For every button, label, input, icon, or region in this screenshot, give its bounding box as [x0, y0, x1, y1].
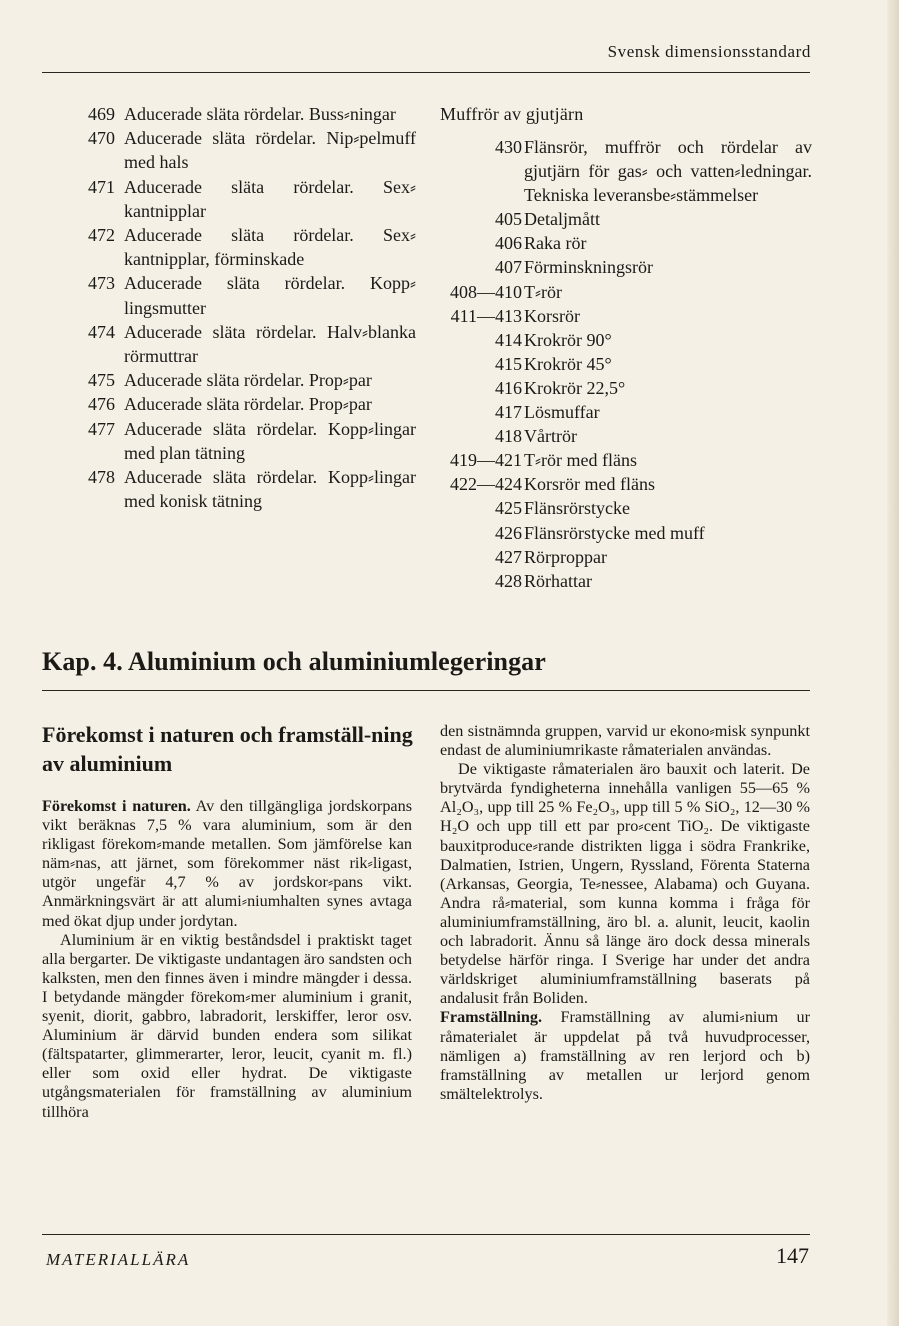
- item-number: 406: [495, 233, 522, 254]
- item-number: 472: [88, 225, 115, 246]
- item-number: 471: [88, 176, 115, 197]
- header-rule: [42, 72, 810, 73]
- item-text: Aducerade släta rördelar. Nip⸗pelmuff med hals: [124, 128, 416, 173]
- item-text: Aducerade släta rördelar. Prop⸗par: [124, 370, 372, 391]
- item-text: Aducerade släta rördelar. Kopp⸗lingar med konisk tätning: [124, 467, 416, 512]
- chapter-rule: [42, 690, 810, 691]
- item-number: 405: [495, 209, 522, 230]
- item-number: 419—421: [450, 450, 522, 471]
- standards-list-left: [88, 102, 416, 513]
- list-item: [88, 368, 416, 392]
- item-number: 418: [495, 426, 522, 447]
- item-text: Krokrör 22,5°: [524, 377, 626, 398]
- item-number: 417: [495, 402, 522, 423]
- list-item: [440, 545, 812, 569]
- chapter-title: Kap. 4. Aluminium och aluminiumlegeringar: [42, 647, 546, 676]
- page-edge: [887, 0, 899, 1326]
- section-title: Förekomst i naturen och framställ-ning av aluminium: [42, 722, 413, 776]
- item-text: Krokrör 45°: [524, 353, 612, 374]
- list-item: [440, 352, 812, 376]
- item-text: Korsrör med fläns: [524, 474, 655, 495]
- list-item: [440, 424, 812, 448]
- list-item: [440, 231, 812, 255]
- item-text: Aducerade släta rördelar. Sex⸗kantnipplar, förminskade: [124, 225, 416, 270]
- list-item: [88, 320, 416, 368]
- list-item: [88, 102, 416, 126]
- item-text: Detaljmått: [524, 209, 600, 230]
- item-text: Aducerade släta rördelar. Kopp⸗lingar med plan tätning: [124, 418, 416, 463]
- footer-rule: [42, 1234, 810, 1235]
- item-text: Aducerade släta rördelar. Kopp⸗lingsmutter: [124, 273, 416, 318]
- list-item: [88, 175, 416, 223]
- paragraph: De viktigaste råmaterialen äro bauxit och laterit. De brytvärda fyndigheterna innehålla vanligen 55—65 % Al₂O₃, upp till 25 % Fe₂O₃, upp till 5 % SiO₂, 12—30 % H₂O och upp till ett par pro⸗cent TiO₂. De viktigaste bauxitproduce⸗rande distrikten ligga i södra Frankrike, Dalmatien, Istrien, Ungern, Ryssland, Förenta Staterna (Arkansas, Georgia, Te⸗nessee, Alabama) och Guyana. Andra rå⸗material, som kunna komma i fråga för aluminiumframställning, äro bl. a. alunit, leucit, kaolin och labradorit. Ännu så länge äro dock dessa minerals betydelse härför ringa. I Sverige har under det andra världskriget aluminiumframställning baserats på andalusit från Boliden.: [440, 760, 810, 1008]
- item-number: 427: [495, 546, 522, 567]
- item-number: 478: [88, 467, 115, 488]
- item-number: 469: [88, 104, 115, 124]
- item-text: Aducerade släta rördelar. Halv⸗blanka rörmuttrar: [124, 321, 416, 367]
- item-number: 407: [495, 257, 522, 278]
- item-number: 470: [88, 128, 115, 149]
- item-text: Korsrör: [524, 305, 580, 326]
- list-heading: Muffrör av gjutjärn: [440, 104, 584, 124]
- list-item: [88, 271, 416, 319]
- list-item: [440, 304, 812, 328]
- item-number: 425: [495, 498, 522, 519]
- list-item: [88, 126, 416, 174]
- item-number: 408—410: [450, 281, 522, 302]
- list-item: [440, 472, 812, 496]
- item-text: T⸗rör med fläns: [524, 450, 637, 471]
- list-item: [440, 376, 812, 400]
- item-text: Aducerade släta rördelar. Sex⸗kantnipplar: [124, 176, 416, 221]
- paragraph-text: Framställning av alumi⸗nium ur råmaterialet är uppdelat på två huvudprocesser, nämligen a) framställning av ren lerjord och b) framställning av metallen ur lerjord genom smältelektrolys.: [440, 1008, 810, 1103]
- body-column-right: [440, 722, 810, 1104]
- body-column-left: [42, 797, 412, 1122]
- item-number: 414: [495, 329, 522, 350]
- list-item: [440, 521, 812, 545]
- item-number: 428: [495, 570, 522, 591]
- item-text: Aducerade släta rördelar. Buss⸗ningar: [124, 104, 396, 124]
- list-item: [440, 135, 812, 207]
- list-item: [440, 255, 812, 279]
- item-text: T⸗rör: [524, 281, 562, 302]
- item-text: Flänsrörstycke med muff: [524, 522, 705, 543]
- item-number: 422—424: [450, 474, 522, 495]
- item-text: Krokrör 90°: [524, 329, 612, 350]
- item-number: 415: [495, 353, 522, 374]
- item-number: 477: [88, 418, 115, 439]
- item-number: 474: [88, 321, 115, 342]
- list-item: [440, 496, 812, 520]
- item-text: Förminskningsrör: [524, 257, 654, 278]
- item-number: 430: [495, 137, 522, 157]
- paragraph: [42, 797, 412, 931]
- item-number: 473: [88, 273, 115, 294]
- paragraph-text: Av den tillgängliga jordskorpans vikt beräknas 7,5 % vara aluminium, som är den rikligast förekom⸗mande metallen. Som jämförelse kan näm⸗nas, att järnet, som förekommer näst rik⸗ligast, utgör ungefär 4,7 % av jordskor⸗pans vikt. Anmärkningsvärt är att alumi⸗niumhalten synes avtaga med ökat djup under jordytan.: [42, 797, 412, 930]
- item-number: 475: [88, 370, 115, 391]
- list-item: [440, 328, 812, 352]
- item-number: 426: [495, 522, 522, 543]
- list-item: [440, 400, 812, 424]
- item-number: 476: [88, 394, 115, 415]
- standards-list-right: [440, 102, 812, 593]
- item-number: 416: [495, 377, 522, 398]
- list-item: [88, 417, 416, 465]
- list-item: [440, 569, 812, 593]
- list-item: [88, 465, 416, 513]
- item-text: Aducerade släta rördelar. Prop⸗par: [124, 394, 372, 415]
- list-item: [440, 448, 812, 472]
- list-item: [88, 223, 416, 271]
- page-number: 147: [776, 1243, 809, 1268]
- item-text: Flänsrör, muffrör och rördelar av gjutjärn för gas⸗ och vatten⸗ledningar. Tekniska leveransbe⸗stämmelser: [524, 137, 812, 206]
- item-text: Vårtrör: [524, 426, 577, 447]
- footer-book-title: MATERIALLÄRA: [46, 1250, 191, 1269]
- item-text: Raka rör: [524, 233, 587, 254]
- running-head: Svensk dimensionsstandard: [607, 42, 811, 61]
- list-item: [440, 207, 812, 231]
- paragraph: Aluminium är en viktig beståndsdel i praktiskt taget alla bergarter. De viktigaste undantagen äro sandsten och kalksten, men den finnes även i mindre mängder i dessa. I betydande mängder förekom⸗mer aluminium i granit, syenit, diorit, gabbro, labradorit, lerskiffer, leror osv. Aluminium är därvid bunden endera som silikat (fältspatarter, glimmerarter, leror, leucit, cyanit m. fl.) eller som oxid eller hydrat. De viktigaste utgångsmaterialen för framställning av aluminium tillhöra: [42, 930, 412, 1121]
- item-text: Flänsrörstycke: [524, 498, 630, 519]
- list-item: [88, 392, 416, 416]
- item-text: Lösmuffar: [524, 402, 600, 423]
- paragraph: den sistnämnda gruppen, varvid ur ekono⸗misk synpunkt endast de aluminiumrikaste råmaterialen användas.: [440, 722, 810, 760]
- list-item: [440, 280, 812, 304]
- item-number: 411—413: [450, 305, 522, 326]
- paragraph: [440, 1008, 810, 1103]
- run-in-heading: Framställning.: [440, 1008, 543, 1027]
- item-text: Rörproppar: [524, 546, 607, 567]
- run-in-heading: Förekomst i naturen.: [42, 797, 191, 815]
- item-text: Rörhattar: [524, 570, 592, 591]
